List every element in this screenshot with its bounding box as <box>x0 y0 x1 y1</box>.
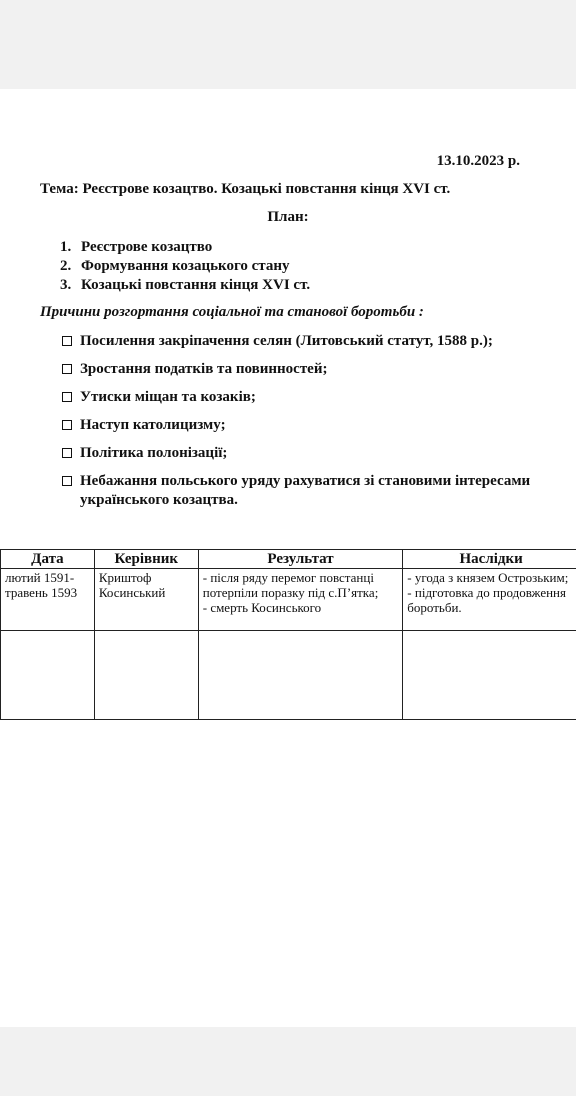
causes-list <box>62 332 562 519</box>
cell-line: - підготовка до продовження <box>407 585 566 600</box>
cause-text: Політика полонізації; <box>80 445 228 461</box>
cause-item <box>62 388 562 407</box>
checkbox-bullet-icon <box>62 420 72 430</box>
cause-text: Наступ католицизму; <box>80 417 226 433</box>
plan-item-text: Козацькі повстання кінця XVI ст. <box>81 277 311 293</box>
plan-item-number: 1. <box>60 239 72 255</box>
cause-text: Утиски міщан та козаків; <box>80 389 256 405</box>
cell-line: лютий 1591- <box>5 570 75 585</box>
plan-item <box>60 257 310 276</box>
checkbox-bullet-icon <box>62 392 72 402</box>
cause-text: Небажання польського уряду рахуватися зі становими інтересами українського козацтва. <box>80 473 531 508</box>
cause-item <box>62 360 562 379</box>
table-row <box>1 569 576 631</box>
cell-empty <box>403 631 576 720</box>
table-header-row <box>1 550 576 569</box>
cell-empty <box>1 631 95 720</box>
cell-empty <box>198 631 403 720</box>
cell-line: Криштоф <box>98 570 152 585</box>
checkbox-bullet-icon <box>62 364 72 374</box>
cell-line: травень 1593 <box>5 585 78 600</box>
document-date: 13.10.2023 р. <box>436 153 520 169</box>
header-leader: Керівник <box>94 550 198 569</box>
document-page <box>0 89 576 1027</box>
header-date: Дата <box>1 550 95 569</box>
plan-item-text: Формування козацького стану <box>81 258 290 274</box>
cause-item <box>62 444 562 463</box>
checkbox-bullet-icon <box>62 448 72 458</box>
header-consequences: Наслідки <box>403 550 576 569</box>
plan-title: План: <box>267 209 309 225</box>
cell-line: - після ряду перемог повстанці <box>202 570 374 585</box>
cell-consequences <box>403 569 576 631</box>
causes-heading: Причини розгортання соціальної та станової боротьби : <box>40 304 424 320</box>
cell-line: - смерть Косинського <box>202 600 322 615</box>
lesson-topic: Тема: Реєстрове козацтво. Козацькі повстання кінця XVI ст. <box>40 181 451 197</box>
plan-item-number: 3. <box>60 277 72 293</box>
plan-item-number: 2. <box>60 258 72 274</box>
table-row <box>1 631 576 720</box>
checkbox-bullet-icon <box>62 476 72 486</box>
uprising-table <box>0 549 576 720</box>
cause-text: Зростання податків та повинностей; <box>80 361 328 377</box>
checkbox-bullet-icon <box>62 336 72 346</box>
cause-item <box>62 416 562 435</box>
plan-item-text: Реєстрове козацтво <box>81 239 213 255</box>
cell-line: - угода з князем Острозьким; <box>407 570 569 585</box>
cause-item <box>62 332 562 351</box>
plan-list <box>60 238 310 295</box>
plan-item <box>60 238 310 257</box>
cell-date <box>1 569 95 631</box>
cause-text: Посилення закріпачення селян (Литовський статут, 1588 р.); <box>80 333 493 349</box>
cell-empty <box>94 631 198 720</box>
cell-line: потерпіли поразку під с.П’ятка; <box>202 585 379 600</box>
cell-line: боротьби. <box>407 600 462 615</box>
header-result: Результат <box>198 550 403 569</box>
plan-item <box>60 276 310 295</box>
cell-leader <box>94 569 198 631</box>
cell-result <box>198 569 403 631</box>
cell-line: Косинський <box>98 585 166 600</box>
cause-item <box>62 472 562 510</box>
